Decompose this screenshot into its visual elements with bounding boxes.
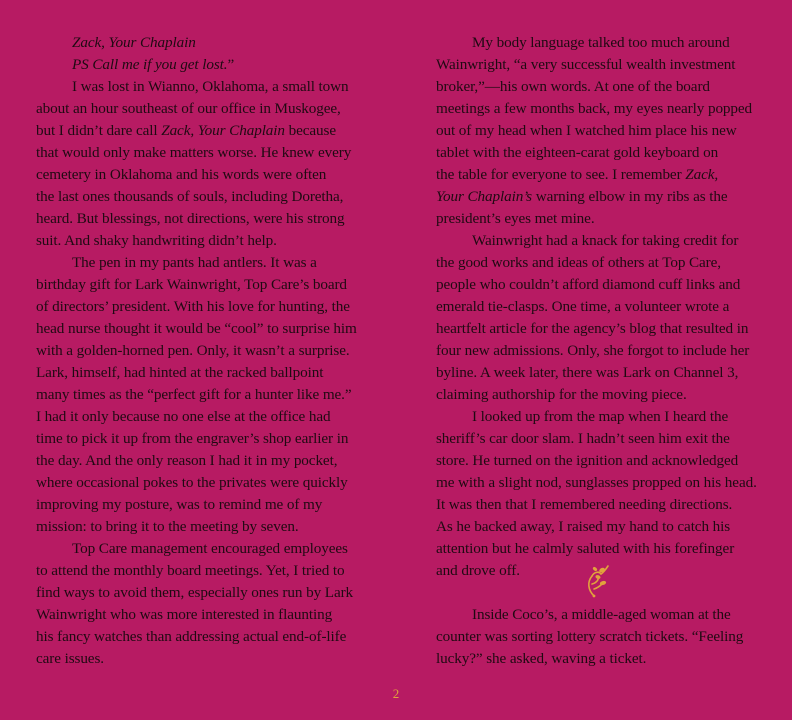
right-column-line: Wainwright, “a very successful wealth investment <box>436 56 736 73</box>
right-column-line: My body language talked too much around <box>472 34 730 51</box>
left-column-line: The pen in my pants had antlers. It was a <box>72 254 317 271</box>
left-column-line: suit. And shaky handwriting didn’t help. <box>36 232 277 249</box>
left-column-line: of directors’ president. With his love for hunting, the <box>36 298 350 315</box>
right-column-line: byline. A week later, there was Lark on Channel 3, <box>436 364 739 381</box>
left-column-line: Wainwright who was more interested in flaunting <box>36 606 333 623</box>
left-column-line: but I didn’t dare call Zack, Your Chaplain because <box>36 122 336 139</box>
right-column-line: Inside Coco’s, a middle-aged woman at the <box>472 606 731 623</box>
right-column-line: tablet with the eighteen-carat gold keyboard on <box>436 144 719 161</box>
left-column-line: Zack, Your Chaplain <box>72 34 196 51</box>
left-column-line: birthday gift for Lark Wainwright, Top Care’s board <box>36 276 347 293</box>
right-column-line: counter was sorting lottery scratch tickets. “Feeling <box>436 628 744 645</box>
right-column-line: sheriff’s car door slam. I hadn’t seen him exit the <box>436 430 730 447</box>
right-column-line: attention but he calmly saluted with his forefinger <box>436 540 735 557</box>
left-column-line: the last ones thousands of souls, including Doretha, <box>36 188 344 205</box>
left-column-line: I had it only because no one else at the office had <box>36 408 331 425</box>
left-column-line: improving my posture, was to remind me of my <box>36 496 323 513</box>
right-column-line: the table for everyone to see. I remember Zack, <box>436 166 719 183</box>
right-column-line: store. He turned on the ignition and acknowledged <box>436 452 739 469</box>
right-column-line: me with a slight nod, sunglasses propped on his head. <box>436 474 757 491</box>
left-column-line: heard. But blessings, not directions, were his strong <box>36 210 345 227</box>
right-column-line: heartfelt article for the agency’s blog that resulted in <box>436 320 749 337</box>
left-column-line: Top Care management encouraged employees <box>72 540 348 557</box>
left-column-line: Lark, himself, had hinted at the racked ballpoint <box>36 364 324 381</box>
right-column-line: claiming authorship for the moving piece. <box>436 386 687 403</box>
right-column-line: meetings a few months back, my eyes nearly popped <box>436 100 753 117</box>
right-column-line: emerald tie-clasps. One time, a volunteer wrote a <box>436 298 730 315</box>
left-column-line: I was lost in Wianno, Oklahoma, a small town <box>72 78 349 95</box>
left-column-line: with a golden-horned pen. Only, it wasn’t a surprise. <box>36 342 350 359</box>
right-column-line: president’s eyes met mine. <box>436 210 595 227</box>
left-column-line: time to pick it up from the engraver’s shop earlier in <box>36 430 349 447</box>
fleuron-ornament-icon <box>582 564 610 598</box>
right-column-line: out of my head when I watched him place his new <box>436 122 737 139</box>
left-column-line: PS Call me if you get lost.” <box>72 56 235 73</box>
right-column-line: and drove off. <box>436 562 520 579</box>
page-number: 2 <box>392 686 400 701</box>
left-column-line: his fancy watches than addressing actual end-of-life <box>36 628 347 645</box>
left-column-line: that would only make matters worse. He knew every <box>36 144 352 161</box>
left-column-line: where occasional pokes to the privates were quickly <box>36 474 348 491</box>
left-column-line: head nurse thought it would be “cool” to surprise him <box>36 320 357 337</box>
left-column-line: mission: to bring it to the meeting by seven. <box>36 518 299 535</box>
right-column-line: the good works and ideas of others at Top Care, <box>436 254 721 271</box>
right-column-line: Wainwright had a knack for taking credit for <box>472 232 739 249</box>
left-text-column <box>36 32 358 670</box>
right-column-line: It was then that I remembered needing directions. <box>436 496 733 513</box>
right-column-line: people who couldn’t afford diamond cuff links and <box>436 276 741 293</box>
right-column-line: four new admissions. Only, she forgot to include her <box>436 342 750 359</box>
right-column-line: I looked up from the map when I heard the <box>472 408 729 425</box>
right-column-line: broker,”—his own words. At one of the board <box>436 78 710 95</box>
right-column-line: Your Chaplain’s warning elbow in my ribs as the <box>436 188 728 205</box>
left-column-line: the day. And the only reason I had it in my pocket, <box>36 452 338 469</box>
left-column-line: to attend the monthly board meetings. Yet, I tried to <box>36 562 345 579</box>
left-column-line: many times as the “perfect gift for a hunter like me.” <box>36 386 352 403</box>
left-column-line: about an hour southeast of our office in Muskogee, <box>36 100 341 117</box>
left-column-line: care issues. <box>36 650 104 667</box>
left-column-line: cemetery in Oklahoma and his words were often <box>36 166 327 183</box>
right-column-line: As he backed away, I raised my hand to catch his <box>436 518 731 535</box>
right-column-line: lucky?” she asked, waving a ticket. <box>436 650 647 667</box>
left-column-line: find ways to avoid them, especially ones run by Lark <box>36 584 354 601</box>
